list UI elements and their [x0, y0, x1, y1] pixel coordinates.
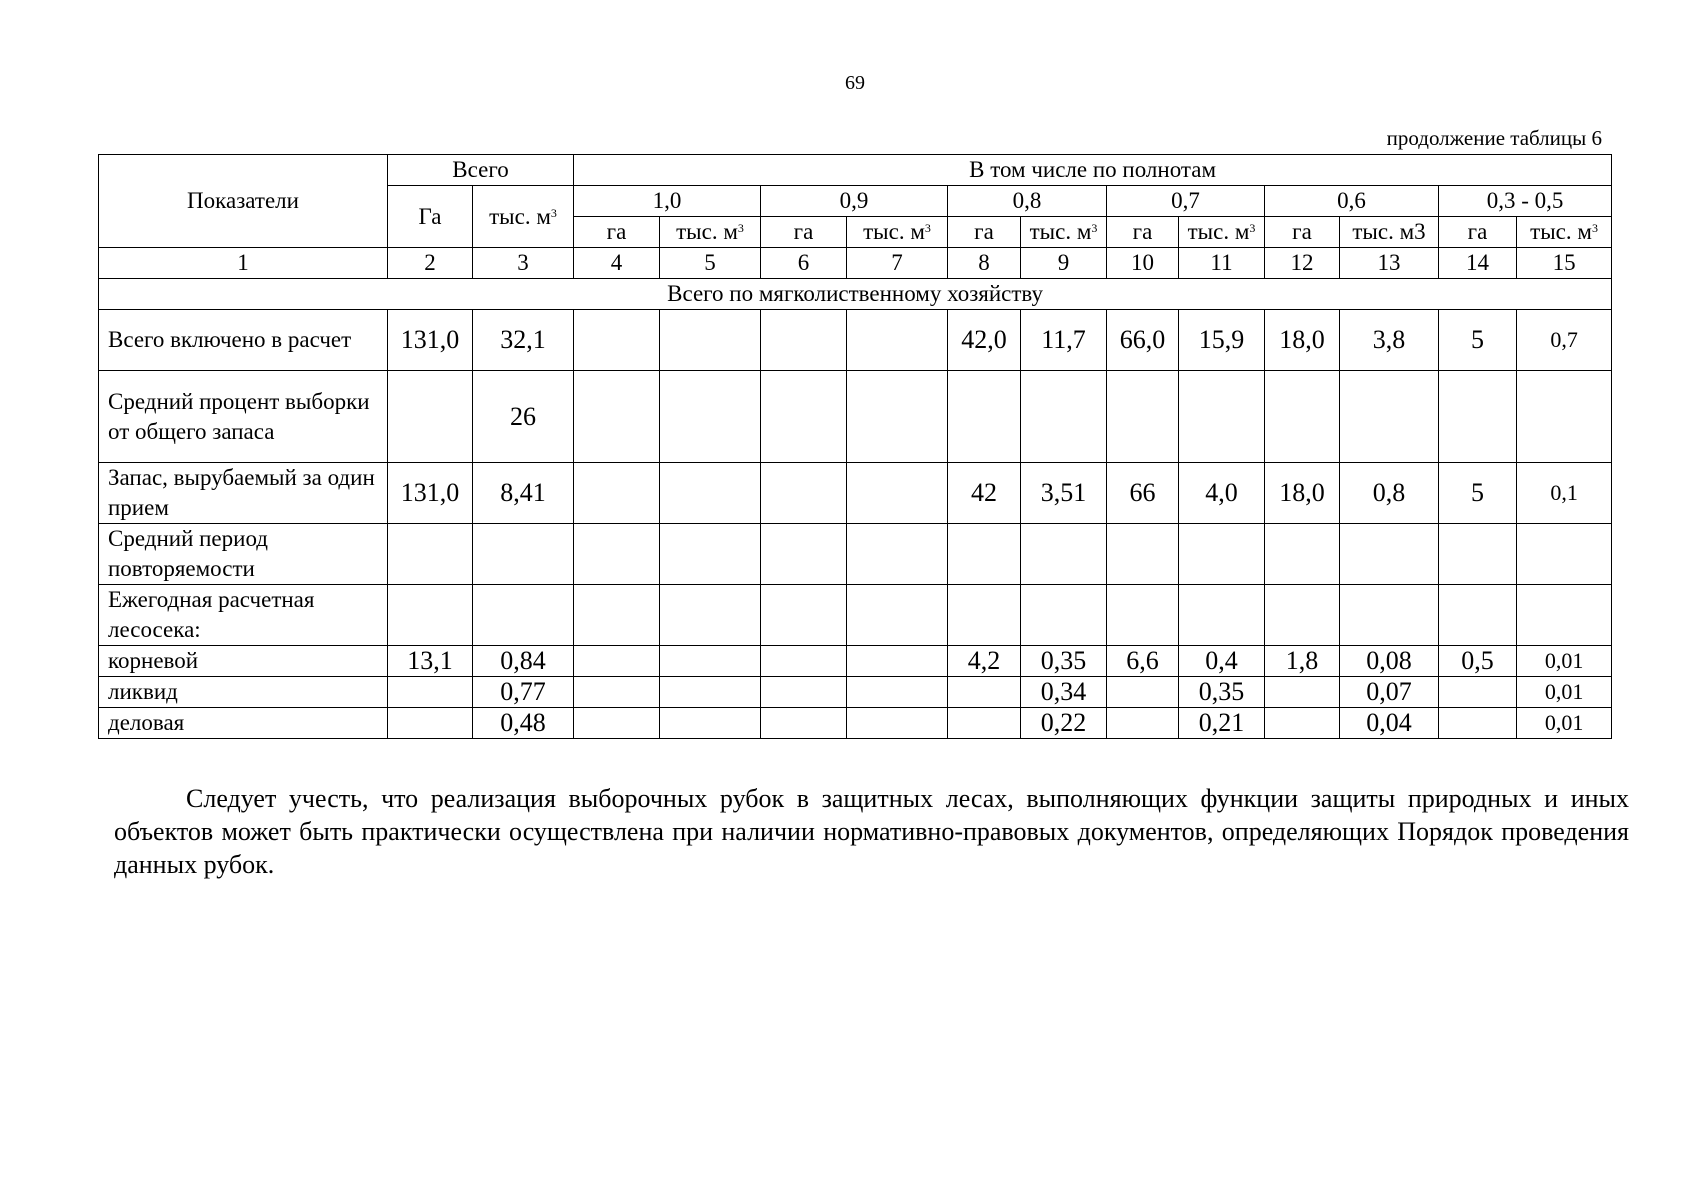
table-cell	[948, 524, 1021, 585]
table-cell: 0,04	[1340, 708, 1439, 739]
table-cell	[1439, 524, 1517, 585]
col-number: 12	[1265, 248, 1340, 279]
table-cell	[761, 310, 847, 371]
table-cell: 26	[473, 371, 574, 463]
table-caption: продолжение таблицы 6	[1386, 126, 1602, 150]
table-cell	[847, 463, 948, 524]
row-label: Средний период повторяемости	[99, 524, 388, 585]
table-cell: 6,6	[1107, 646, 1179, 677]
table-cell	[574, 708, 660, 739]
table-cell	[473, 524, 574, 585]
table-cell: 11,7	[1021, 310, 1107, 371]
header-tys: тыс. $м^3$	[660, 217, 761, 248]
table-cell	[574, 524, 660, 585]
table-cell	[388, 677, 473, 708]
header-density-0-3-0-5: 0,3 - 0,5	[1439, 186, 1612, 217]
table-cell	[1265, 371, 1340, 463]
header-ga: га	[1439, 217, 1517, 248]
col-number: 9	[1021, 248, 1107, 279]
table-cell	[1439, 585, 1517, 646]
col-number: 10	[1107, 248, 1179, 279]
row-label: корневой	[99, 646, 388, 677]
table-cell	[473, 585, 574, 646]
table-cell	[1517, 585, 1612, 646]
section-row	[99, 279, 1612, 310]
header-total: Всего	[388, 155, 574, 186]
table-cell: 0,34	[1021, 677, 1107, 708]
table-cell	[388, 585, 473, 646]
col-number: 6	[761, 248, 847, 279]
table-cell: 0,01	[1517, 677, 1612, 708]
table-cell: 1,8	[1265, 646, 1340, 677]
table-cell	[1107, 677, 1179, 708]
table-cell: 0,22	[1021, 708, 1107, 739]
table-cell	[847, 677, 948, 708]
col-number: 1	[99, 248, 388, 279]
table-cell	[1265, 524, 1340, 585]
table-cell	[1179, 371, 1265, 463]
table-cell: 0,8	[1340, 463, 1439, 524]
section-title: Всего по мягколиственному хозяйству	[99, 279, 1612, 310]
table-cell: 3,8	[1340, 310, 1439, 371]
table-cell	[1439, 708, 1517, 739]
table-cell: 4,2	[948, 646, 1021, 677]
table-cell: 3,51	[1021, 463, 1107, 524]
table-cell: 0,07	[1340, 677, 1439, 708]
table-cell	[847, 585, 948, 646]
row-label: деловая	[99, 708, 388, 739]
table-cell	[660, 310, 761, 371]
table-cell	[574, 310, 660, 371]
table-cell: 5	[1439, 310, 1517, 371]
table-cell: 66,0	[1107, 310, 1179, 371]
col-number: 15	[1517, 248, 1612, 279]
table-cell: 42,0	[948, 310, 1021, 371]
table-cell: 42	[948, 463, 1021, 524]
table-cell	[948, 708, 1021, 739]
header-indicators: Показатели	[99, 155, 388, 248]
table-cell	[847, 310, 948, 371]
header-tys: тыс. $м^3$	[847, 217, 948, 248]
col-number: 3	[473, 248, 574, 279]
header-total-ga: Га	[388, 186, 473, 248]
table-cell	[660, 463, 761, 524]
table-cell	[1021, 371, 1107, 463]
table-cell: 0,7	[1517, 310, 1612, 371]
header-density-0-8: 0,8	[948, 186, 1107, 217]
table-cell	[1021, 585, 1107, 646]
table-cell	[574, 371, 660, 463]
table-cell	[761, 708, 847, 739]
table-cell: 0,35	[1021, 646, 1107, 677]
table-cell: 0,48	[473, 708, 574, 739]
header-including: В том числе по полнотам	[574, 155, 1612, 186]
header-ga: га	[1107, 217, 1179, 248]
table-cell	[761, 371, 847, 463]
table-cell	[847, 646, 948, 677]
table-cell	[1179, 585, 1265, 646]
table-cell	[1107, 708, 1179, 739]
table-cell	[948, 371, 1021, 463]
table-cell	[1265, 708, 1340, 739]
col-number: 4	[574, 248, 660, 279]
table-cell	[1517, 371, 1612, 463]
table-cell	[1021, 524, 1107, 585]
table-cell	[660, 646, 761, 677]
table-cell: 4,0	[1179, 463, 1265, 524]
table-cell: 0,21	[1179, 708, 1265, 739]
header-density-0-6: 0,6	[1265, 186, 1439, 217]
table-row	[99, 585, 1612, 646]
table-cell: 0,5	[1439, 646, 1517, 677]
table-cell: 15,9	[1179, 310, 1265, 371]
table-cell: 5	[1439, 463, 1517, 524]
table-cell: 66	[1107, 463, 1179, 524]
table-cell	[388, 371, 473, 463]
table-row	[99, 646, 1612, 677]
table-cell	[761, 524, 847, 585]
table-row	[99, 463, 1612, 524]
table-cell	[388, 708, 473, 739]
col-number: 11	[1179, 248, 1265, 279]
table-cell	[761, 646, 847, 677]
table-cell	[761, 585, 847, 646]
table-cell	[1439, 677, 1517, 708]
table-cell	[660, 371, 761, 463]
table-row	[99, 708, 1612, 739]
table-row	[99, 310, 1612, 371]
table-cell	[660, 585, 761, 646]
table-cell: 0,01	[1517, 708, 1612, 739]
table-cell	[1265, 585, 1340, 646]
table-cell	[388, 524, 473, 585]
table-body	[99, 310, 1612, 739]
table-cell	[574, 646, 660, 677]
table-cell	[1107, 585, 1179, 646]
table-cell: 18,0	[1265, 463, 1340, 524]
col-number: 5	[660, 248, 761, 279]
table-cell	[1265, 677, 1340, 708]
col-number: 13	[1340, 248, 1439, 279]
page-number: 69	[845, 72, 865, 94]
table-row	[99, 371, 1612, 463]
table-cell: 0,08	[1340, 646, 1439, 677]
table-cell: 0,35	[1179, 677, 1265, 708]
header-tys: тыс. $м^3$	[1517, 217, 1612, 248]
table-cell: 0,77	[473, 677, 574, 708]
col-number: 8	[948, 248, 1021, 279]
table-cell	[574, 585, 660, 646]
table-cell	[574, 463, 660, 524]
table-cell: 18,0	[1265, 310, 1340, 371]
table-cell	[761, 463, 847, 524]
table-cell	[847, 524, 948, 585]
table-cell: 32,1	[473, 310, 574, 371]
column-number-row	[99, 248, 1612, 279]
row-label: Всего включено в расчет	[99, 310, 388, 371]
table-cell: 0,01	[1517, 646, 1612, 677]
table-cell	[1340, 585, 1439, 646]
header-tys: тыс. $м^3$	[1179, 217, 1265, 248]
table-row	[99, 677, 1612, 708]
table-cell: 131,0	[388, 310, 473, 371]
table-cell	[660, 708, 761, 739]
table-cell	[1439, 371, 1517, 463]
table-cell	[948, 677, 1021, 708]
header-ga: га	[948, 217, 1021, 248]
table-cell: 0,1	[1517, 463, 1612, 524]
table-row	[99, 524, 1612, 585]
table-cell	[761, 677, 847, 708]
header-tys: тыс. $м^3$	[1021, 217, 1107, 248]
row-label: Средний процент выборки от общего запаса	[99, 371, 388, 463]
forest-table	[98, 154, 1612, 739]
header-density-1-0: 1,0	[574, 186, 761, 217]
table-cell	[1107, 371, 1179, 463]
table-cell	[1340, 524, 1439, 585]
header-ga: га	[761, 217, 847, 248]
table-cell: 0,84	[473, 646, 574, 677]
table-cell	[1340, 371, 1439, 463]
table-cell	[660, 524, 761, 585]
header-row-1	[99, 155, 1612, 186]
table-cell: 0,4	[1179, 646, 1265, 677]
table-cell	[574, 677, 660, 708]
table-cell	[847, 708, 948, 739]
row-label: ликвид	[99, 677, 388, 708]
header-ga: га	[574, 217, 660, 248]
table-cell: 8,41	[473, 463, 574, 524]
table-cell: 13,1	[388, 646, 473, 677]
table-cell: 131,0	[388, 463, 473, 524]
row-label: Запас, вырубаемый за один прием	[99, 463, 388, 524]
col-number: 7	[847, 248, 948, 279]
table-cell	[1107, 524, 1179, 585]
col-number: 14	[1439, 248, 1517, 279]
table-cell	[660, 677, 761, 708]
header-tys-plain: тыс. м3	[1340, 217, 1439, 248]
table-cell	[847, 371, 948, 463]
header-density-0-7: 0,7	[1107, 186, 1265, 217]
header-density-0-9: 0,9	[761, 186, 948, 217]
table-cell	[1517, 524, 1612, 585]
row-label: Ежегодная расчетная лесосека:	[99, 585, 388, 646]
table-cell	[948, 585, 1021, 646]
body-paragraph: Следует учесть, что реализация выборочных рубок в защитных лесах, выполняющих функции защиты природных и иных объектов может быть практически осуществлена при наличии нормативно-правовых документов, определяющих Порядок проведения данных рубок.	[114, 784, 1629, 879]
header-total-tys: тыс. $м^3$	[473, 186, 574, 248]
header-ga: га	[1265, 217, 1340, 248]
table-cell	[1179, 524, 1265, 585]
col-number: 2	[388, 248, 473, 279]
